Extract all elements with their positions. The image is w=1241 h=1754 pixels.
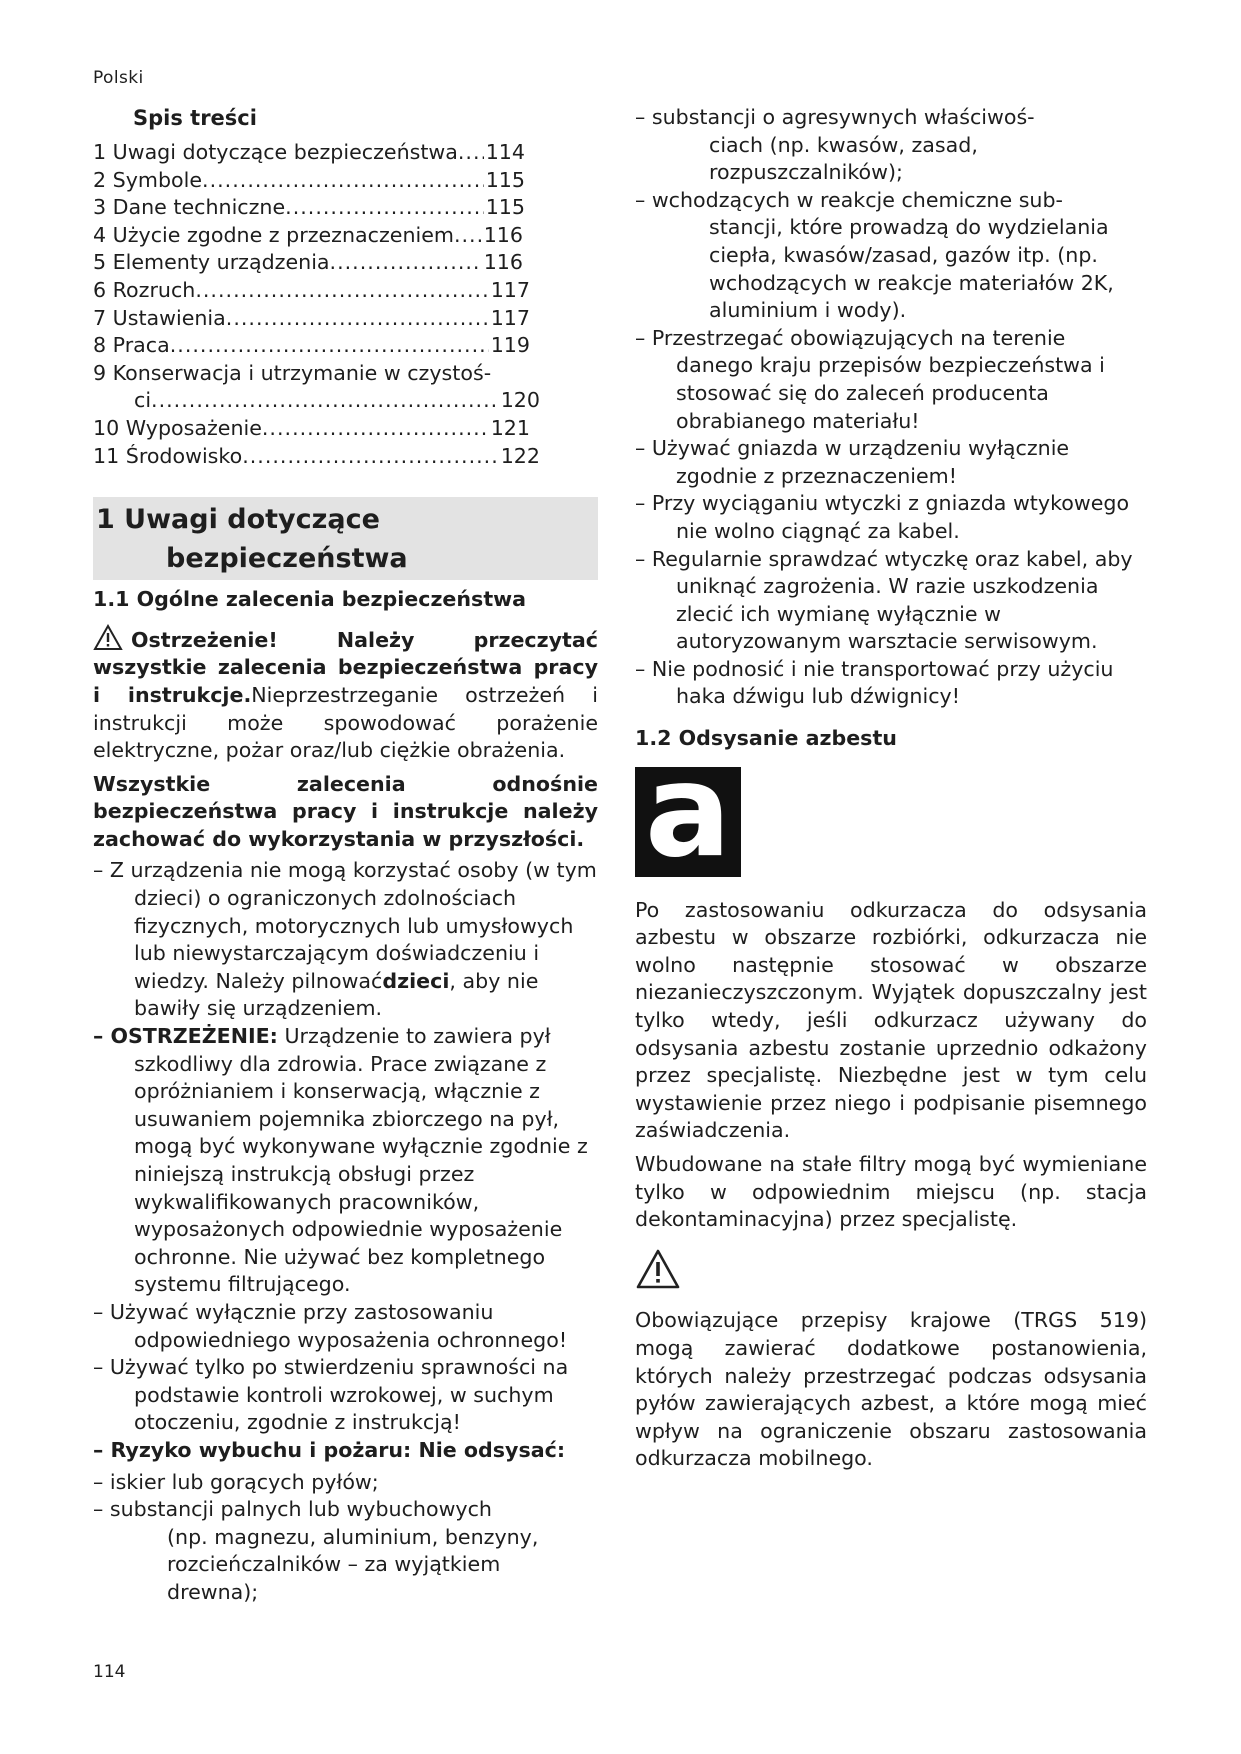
toc-entry[interactable]: 10 Wyposażenie ..... 121 (93, 415, 530, 443)
warning-paragraph: Ostrzeżenie! Należy przeczytać wszystkie zalecenia bezpieczeństwa pracy i instrukcje.Nieprzestrzeganie ostrzeżeń i instrukcji może spowodować porażenie elektryczne, pożar oraz/lub ciężkie obrażenia. (93, 624, 598, 765)
toc-entry[interactable]: 8 Praca ..... 119 (93, 332, 530, 360)
left-column (93, 104, 598, 1607)
toc-entry[interactable]: 7 Ustawienia ..... 117 (93, 305, 530, 333)
toc-title: Spis treści (133, 106, 257, 130)
asbestos-paragraph-1: Po zastosowaniu odkurzacza do odsysania azbestu w obszarze rozbiórki, odkurzacza nie wolno następnie stosować w obszarze niezanieczyszczonym. Wyjątek dopuszczalny jest tylko wtedy, jeśli odkurzacz używany do odsysania azbestu zostanie uprzednio odkażony przez specjalistę. Niezbędne jest w tym celu wystawienie przez niego i podpisanie pisemnego zaświadczenia. (635, 897, 1147, 1143)
list-item: – substancji palnych lub wybuchowych (np. magnezu, aluminium, benzyny, rozcieńczalników – za wyjątkiem drewna); (93, 1497, 539, 1604)
asbestos-symbol-icon: a (635, 767, 741, 877)
list-item: – Używać gniazda w urządzeniu wyłącznie zgodnie z przeznaczeniem! (635, 436, 1070, 488)
page-number: 114 (93, 1662, 126, 1682)
section-heading-box (93, 497, 598, 580)
list-item: – Nie podnosić i nie transportować przy użyciu haka dźwigu lub dźwignicy! (635, 656, 1114, 709)
asbestos-paragraph-2: Wbudowane na stałe filtry mogą być wymieniane tylko w odpowiednim miejscu (np. stacja dekontaminacyjna) przez specjalistę. (635, 1152, 1147, 1232)
toc-entry[interactable]: 9 Konserwacja i utrzymanie w czystoś- ci ..... 120 (93, 360, 598, 415)
section-heading: 1 Uwagi dotyczące (96, 504, 380, 536)
subsection-heading-asbestos: 1.2 Odsysanie azbestu (635, 726, 897, 751)
toc-entry[interactable]: 4 Użycie zgodne z przeznaczeniem ..... 116 (93, 222, 523, 250)
list-item: – OSTRZEŻENIE: Urządzenie to zawiera pył szkodliwy dla zdrowia. Prace związane z opróżnianiem i konserwacją, włącznie z usuwaniem pojemnika zbiorczego na pył, mogą być wykonywane wyłącznie zgodnie z niniejszą instrukcją obsługi przez wykwalifikowanych pracowników, wyposażonych odpowiednie wyposażenie ochronne. Nie używać bez kompletnego systemu filtrującego. (93, 1024, 588, 1297)
toc-entry[interactable]: 6 Rozruch ..... 117 (93, 277, 530, 305)
toc-entry[interactable]: 2 Symbole ..... 115 (93, 167, 525, 195)
warning-triangle-icon (93, 624, 123, 651)
table-of-contents (93, 139, 598, 470)
list-item: – Z urządzenia nie mogą korzystać osoby (w tym dzieci) o ograniczonych zdolnościach fizycznych, motorycznych lub umysłowych lub niewystarczającym doświadczeniu i wiedzy. Należy pilnowaćdzieci, aby nie bawiły się urządzeniem. (93, 858, 597, 1021)
warning-triangle-icon (635, 1248, 681, 1290)
toc-entry[interactable]: 11 Środowisko ..... 122 (93, 443, 540, 471)
list-item: – iskier lub gorących pyłów; (93, 1469, 379, 1494)
keep-instructions: Wszystkie zalecenia odnośnie bezpieczeństwa pracy i instrukcje należy zachować do wykorzystania w przyszłości. (93, 771, 598, 851)
subsection-heading-general: 1.1 Ogólne zalecenia bezpieczeństwa (93, 587, 527, 612)
toc-entry[interactable]: 1 Uwagi dotyczące bezpieczeństwa ..... 114 (93, 139, 525, 167)
list-item: – Używać tylko po stwierdzeniu sprawności na podstawie kontroli wzrokowej, w suchym otoczeniu, zgodnie z instrukcją! (93, 1355, 569, 1435)
list-item: – Używać wyłącznie przy zastosowaniu odpowiedniego wyposażenia ochronnego! (93, 1299, 568, 1352)
toc-entry[interactable]: 5 Elementy urządzenia ..... 116 (93, 249, 523, 277)
section-heading-cont: bezpieczeństwa (166, 543, 408, 575)
right-column (635, 104, 1147, 1473)
list-item-explosion: – Ryzyko wybuchu i pożaru: Nie odsysać: (93, 1437, 566, 1462)
toc-entry[interactable]: 3 Dane techniczne ..... 115 (93, 194, 525, 222)
asbestos-paragraph-3: Obowiązujące przepisy krajowe (TRGS 519) mogą zawierać dodatkowe postanowienia, których należy przestrzegać podczas odsysania pyłów zawierających azbest, a które mogą mieć wpływ na ograniczenie obszaru zastosowania odkurzacza mobilnego. (635, 1308, 1147, 1471)
list-item: – wchodzących w reakcje chemiczne sub- stancji, które prowadzą do wydzielania ciepła, kwasów/zasad, gazów itp. (np. wchodzących w reakcje materiałów 2K, aluminium i wody). (635, 187, 1114, 323)
language-label: Polski (93, 68, 144, 88)
list-item: – Przestrzegać obowiązujących na terenie danego kraju przepisów bezpieczeństwa i stosować się do zaleceń producenta obrabianego materiału! (635, 325, 1105, 433)
list-item: – Regularnie sprawdzać wtyczkę oraz kabel, aby uniknąć zagrożenia. W razie uszkodzenia zlecić ich wymianę wyłącznie w autoryzowanym warsztacie serwisowym. (635, 546, 1133, 654)
list-item: – Przy wyciąganiu wtyczki z gniazda wtykowego nie wolno ciągnąć za kabel. (635, 491, 1130, 543)
list-item: – substancji o agresywnych właściwoś- ciach (np. kwasów, zasad, rozpuszczalników); (635, 105, 1035, 185)
